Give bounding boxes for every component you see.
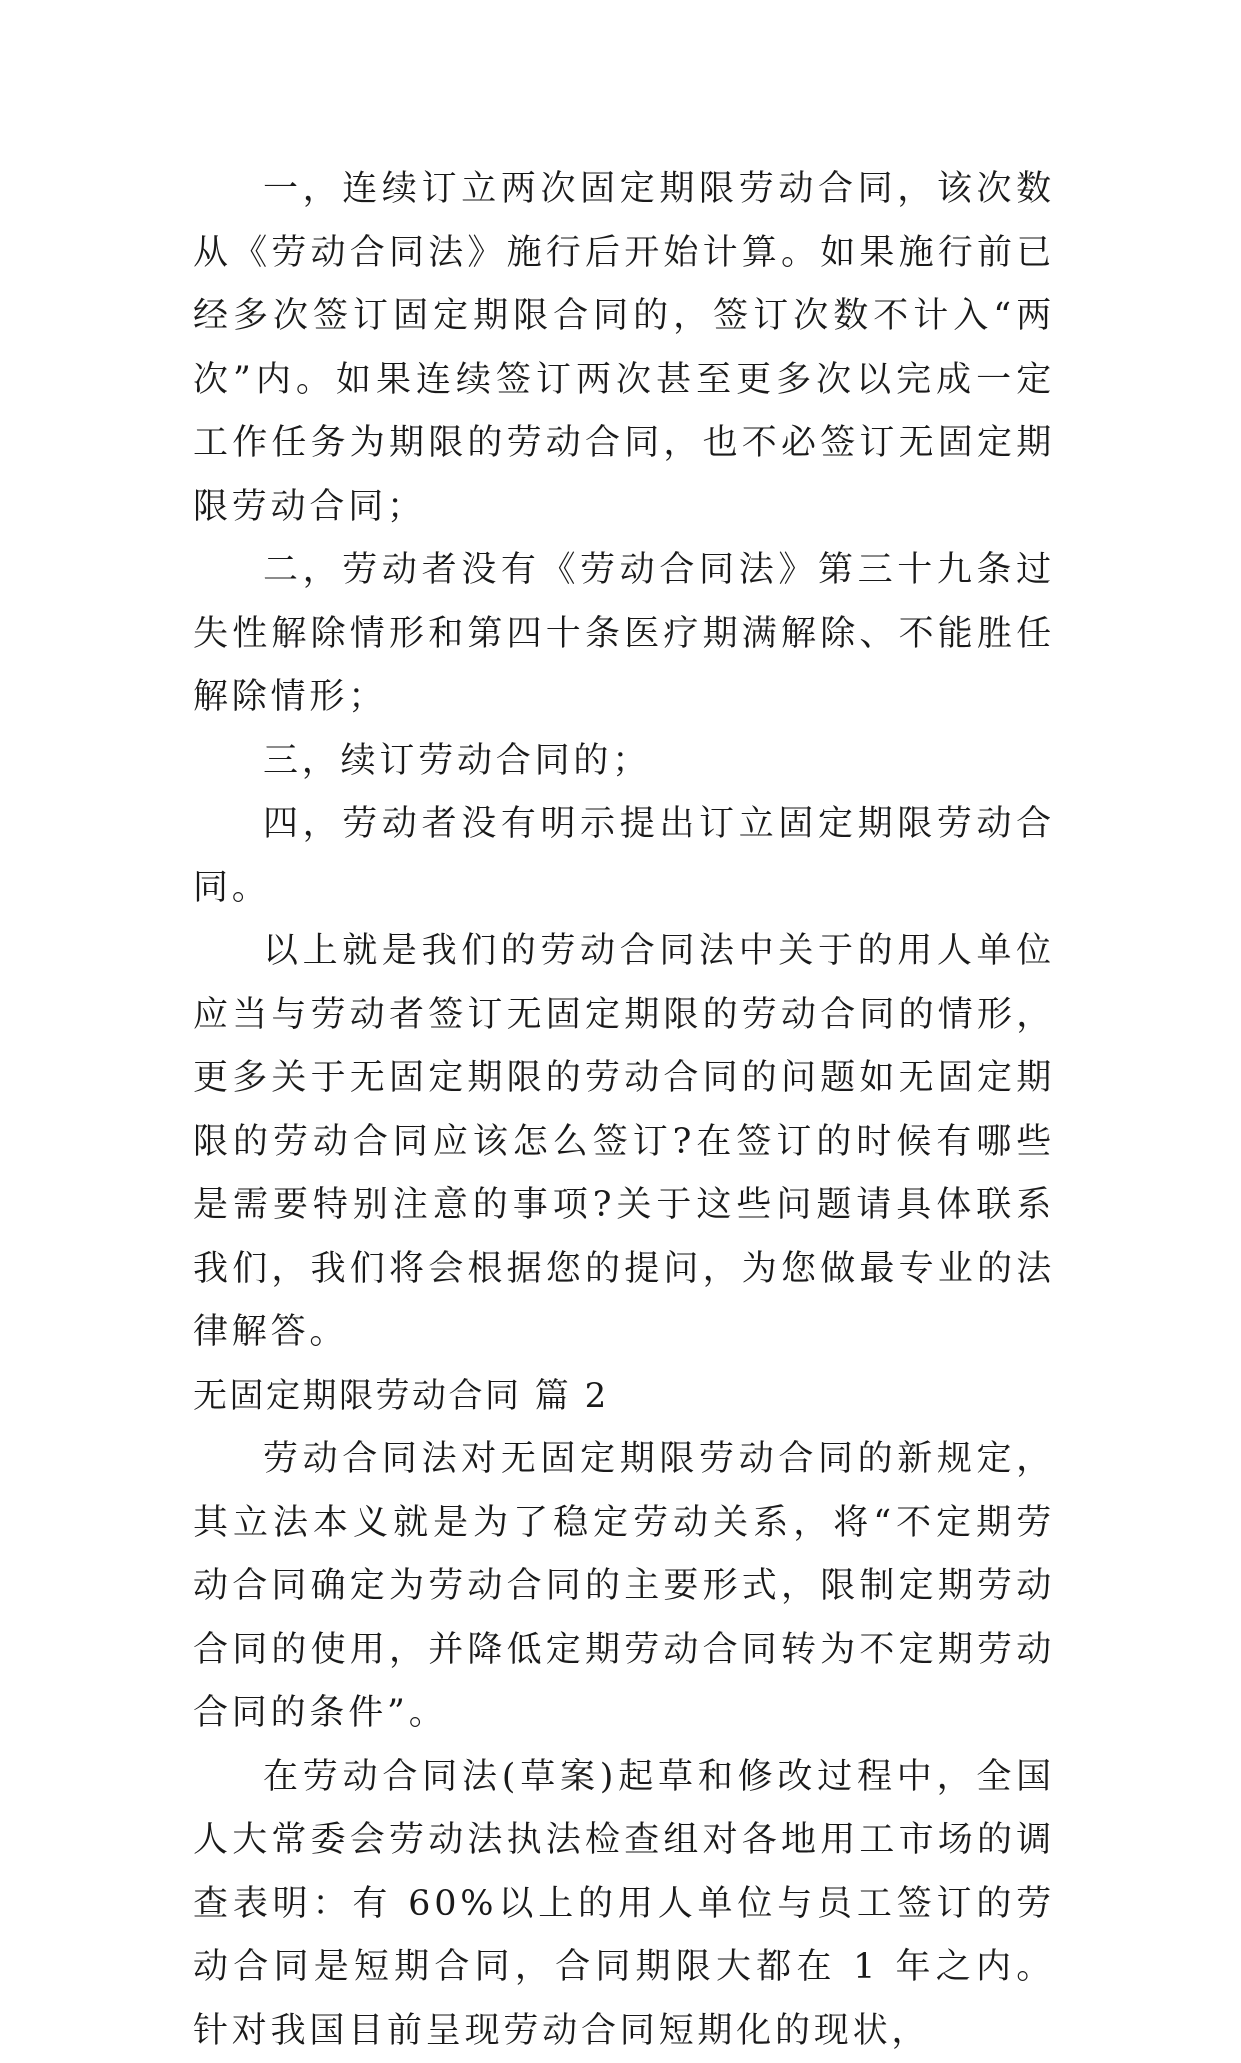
document-page <box>193 158 1055 2063</box>
paragraph-item-1: 一，连续订立两次固定期限劳动合同，该次数从《劳动合同法》施行后开始计算。如果施行前已经多次签订固定期限合同的，签订次数不计入“两次”内。如果连续签订两次甚至更多次以完成一定工作任务为期限的劳动合同，也不必签订无固定期限劳动合同； <box>193 158 1055 539</box>
paragraph-section2-survey: 在劳动合同法(草案)起草和修改过程中，全国人大常委会劳动法执法检查组对各地用工市场的调查表明：有 60%以上的用人单位与员工签订的劳动合同是短期合同，合同期限大都在 1 年之内。针对我国目前呈现劳动合同短期化的现状， <box>193 1746 1055 2063</box>
paragraph-section2-intro: 劳动合同法对无固定期限劳动合同的新规定，其立法本义就是为了稳定劳动关系，将“不定期劳动合同确定为劳动合同的主要形式，限制定期劳动合同的使用，并降低定期劳动合同转为不定期劳动合同的条件”。 <box>193 1428 1055 1746</box>
section-heading: 无固定期限劳动合同 篇 2 <box>193 1365 1055 1429</box>
paragraph-item-2: 二，劳动者没有《劳动合同法》第三十九条过失性解除情形和第四十条医疗期满解除、不能胜任解除情形； <box>193 539 1055 730</box>
paragraph-summary: 以上就是我们的劳动合同法中关于的用人单位应当与劳动者签订无固定期限的劳动合同的情形，更多关于无固定期限的劳动合同的问题如无固定期限的劳动合同应该怎么签订?在签订的时候有哪些是需要特别注意的事项?关于这些问题请具体联系我们，我们将会根据您的提问，为您做最专业的法律解答。 <box>193 920 1055 1365</box>
paragraph-item-4: 四，劳动者没有明示提出订立固定期限劳动合同。 <box>193 793 1055 920</box>
paragraph-item-3: 三，续订劳动合同的； <box>193 730 1055 794</box>
